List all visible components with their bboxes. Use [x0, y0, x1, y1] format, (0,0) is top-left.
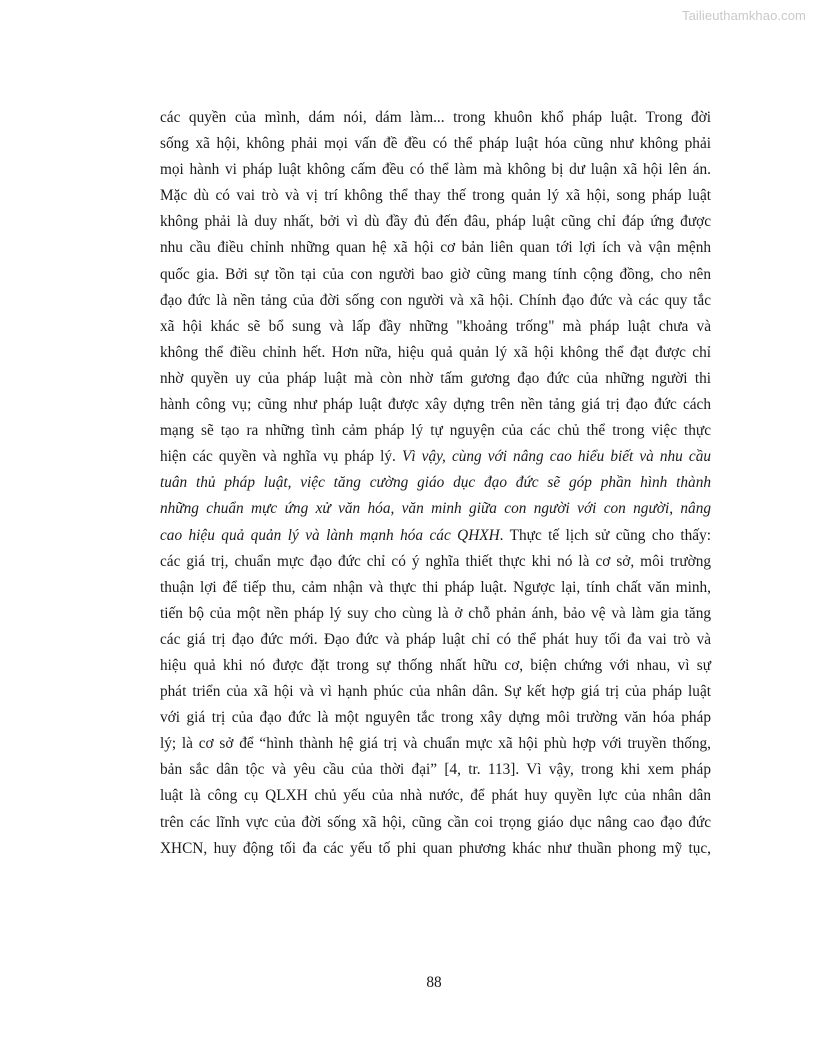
text-line: [160, 653, 711, 679]
text-segment: mạng sẽ tạo ra những tình cảm pháp lý tự nguyện của các chủ thể trong việc thực: [160, 422, 711, 440]
text-segment: các quyền của mình, dám nói, dám làm... trong khuôn khổ pháp luật. Trong đời: [160, 109, 711, 126]
text-segment: hiện các quyền và nghĩa vụ pháp lý.: [160, 448, 402, 466]
text-segment: phát triển của xã hội và vì hạnh phúc của nhân dân. Sự kết hợp giá trị của pháp luật: [160, 683, 711, 701]
text-line: [160, 757, 711, 783]
text-line: [160, 705, 711, 731]
text-line: [160, 105, 711, 131]
text-segment: tiến bộ của một nền pháp lý suy cho cùng là ở chỗ phản ánh, bảo vệ và làm gia tăng: [160, 604, 711, 622]
text-segment: các giá trị đạo đức mới. Đạo đức và pháp luật chỉ có thể phát huy tối đa vai trò và: [160, 630, 711, 648]
text-segment: mọi hành vi pháp luật không cấm đều có thể làm mà không bị dư luận xã hội lên án.: [160, 161, 711, 179]
text-line: [160, 679, 711, 705]
watermark-text: Tailieuthamkhao.com: [681, 8, 806, 23]
text-line: [160, 209, 711, 235]
text-line: [160, 523, 711, 549]
text-line: [160, 627, 711, 653]
page-number: 88: [426, 974, 442, 991]
body-paragraph: [160, 105, 711, 862]
text-segment: quốc gia. Bởi sự tồn tại của con người bao giờ cũng mang tính cộng đồng, cho nên: [160, 265, 711, 283]
text-segment: xã hội khác sẽ bổ sung và lấp đầy những "khoảng trống" mà pháp luật chưa và: [160, 317, 711, 335]
text-line: [160, 366, 711, 392]
text-segment: các giá trị, chuẩn mực đạo đức chỉ có ý nghĩa thiết thực khi nó là cơ sở, môi trường: [160, 552, 711, 570]
text-line: [160, 731, 711, 757]
text-segment: thuận lợi để tiếp thu, cảm nhận và thực thi pháp luật. Ngược lại, tính chất văn minh,: [160, 578, 711, 596]
text-line: [160, 444, 711, 470]
text-line: [160, 288, 711, 314]
text-line: [160, 470, 711, 496]
text-line: [160, 810, 711, 836]
text-line: [160, 783, 711, 809]
text-segment: nhu cầu điều chỉnh những quan hệ xã hội cơ bản liên quan tới lợi ích và vận mệnh: [160, 239, 711, 257]
text-segment: XHCN, huy động tối đa các yếu tố phi quan phương khác như thuần phong mỹ tục,: [160, 839, 711, 857]
text-line: [160, 131, 711, 157]
text-line: [160, 392, 711, 418]
text-line: [160, 575, 711, 601]
text-line: [160, 235, 711, 261]
text-segment: luật là công cụ QLXH chủ yếu của nhà nước, để phát huy quyền lực của nhân dân: [160, 787, 711, 805]
text-line: [160, 262, 711, 288]
text-segment: hành công vụ; cũng như pháp luật được xây dựng trên nền tảng giá trị đạo đức cách: [160, 396, 711, 414]
text-line: [160, 340, 711, 366]
italic-text-segment: Vì vậy, cùng với nâng cao hiểu biết và nhu cầu: [401, 448, 712, 466]
italic-text-segment: cao hiệu quả quản lý và lành mạnh hóa các QHXH: [160, 526, 500, 544]
text-segment: đạo đức là nền tảng của đời sống con người và xã hội. Chính đạo đức và các quy tắc: [160, 291, 711, 309]
italic-text-segment: những chuẩn mực ứng xử văn hóa, văn minh giữa con người với con người, nâng: [160, 500, 711, 518]
text-segment: không phải là duy nhất, bởi vì dù đầy đủ đến đâu, pháp luật cũng chỉ đáp ứng được: [160, 213, 711, 231]
text-segment: sống xã hội, không phải mọi vấn đề đều có thể pháp luật hóa cũng như không phải: [160, 135, 711, 153]
text-segment: . Thực tế lịch sử cũng cho thấy:: [499, 526, 711, 544]
text-line: [160, 496, 711, 522]
text-segment: với giá trị của đạo đức là một nguyên tắc trong xây dựng môi trường văn hóa pháp: [160, 709, 711, 727]
text-line: [160, 549, 711, 575]
text-line: [160, 601, 711, 627]
italic-text-segment: tuân thủ pháp luật, việc tăng cường giáo dục đạo đức sẽ góp phần hình thành: [160, 474, 711, 492]
text-segment: lý; là cơ sở để “hình thành hệ giá trị và chuẩn mực xã hội phù hợp với truyền thống,: [160, 735, 711, 753]
text-line: [160, 183, 711, 209]
text-segment: trên các lĩnh vực của đời sống xã hội, cũng cần coi trọng giáo dục nâng cao đạo đức: [160, 813, 711, 831]
text-line: [160, 157, 711, 183]
text-segment: nhờ quyền uy của pháp luật mà còn nhờ tấm gương đạo đức của những người thi: [160, 369, 711, 387]
text-segment: bản sắc dân tộc và yêu cầu của thời đại” [4, tr. 113]. Vì vậy, trong khi xem pháp: [160, 761, 711, 779]
text-segment: không thể điều chỉnh hết. Hơn nữa, hiệu quả quản lý xã hội không thể đạt được chỉ: [160, 343, 711, 361]
text-segment: hiệu quả khi nó được đặt trong sự thống nhất hữu cơ, biện chứng với nhau, vì sự: [160, 656, 711, 674]
text-line: [160, 418, 711, 444]
text-line: [160, 836, 711, 862]
text-line: [160, 314, 711, 340]
text-segment: Mặc dù có vai trò và vị trí không thể thay thế trong quản lý xã hội, song pháp luật: [160, 187, 711, 205]
